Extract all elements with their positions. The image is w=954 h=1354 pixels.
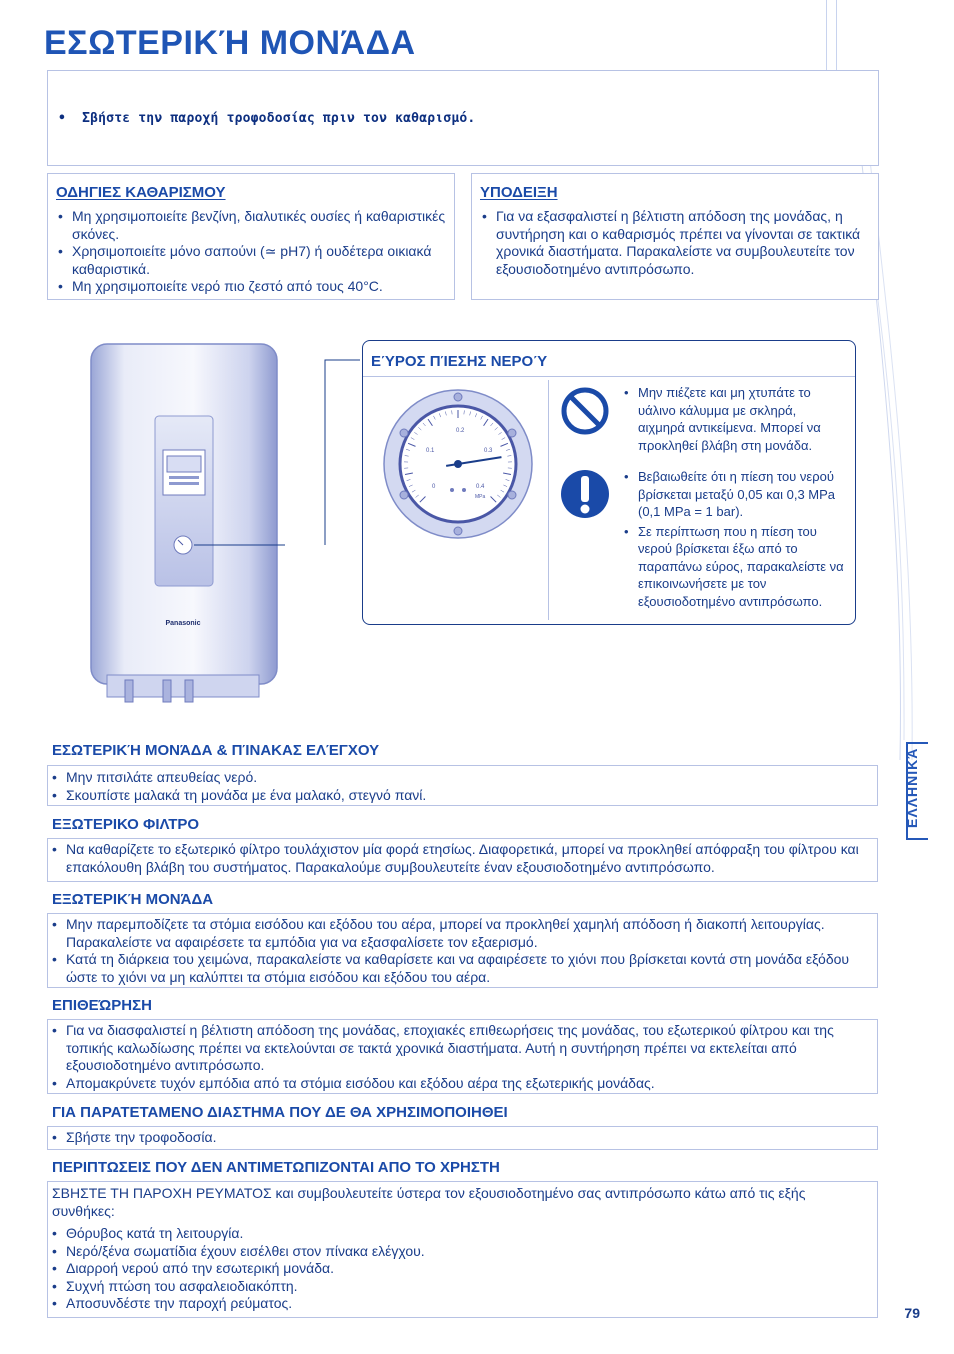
prohibited-icon (560, 386, 610, 436)
caution-list (624, 468, 846, 610)
gauge-label: 0.4 (476, 484, 485, 490)
intro-caps: ΣΒΗΣΤΕ ΤΗ ΠΑΡΟΧΗ ΡΕΥΜΑΤΟΣ (52, 1185, 272, 1201)
inspection-list (52, 1022, 874, 1092)
prohibited-list (624, 384, 846, 454)
brand-logo: Panasonic (165, 620, 201, 627)
list-item: • Αποσυνδέστε την παροχή ρεύματος. (52, 1295, 872, 1313)
outdoor-unit-list (52, 916, 872, 986)
long-period-list (52, 1129, 872, 1147)
divider (548, 380, 549, 620)
non-serviceable-heading: ΠΕΡΙΠΤΩΣΕΙΣ ΠΟΥ ΔΕΝ ΑΝΤΙΜΕΤΩΠΙΖΟΝΤΑΙ ΑΠΟ ΤΟ ΧΡΗΣΤΗ (52, 1159, 500, 1176)
gauge-label: 0.2 (456, 428, 465, 434)
list-item: • Να καθαρίζετε το εξωτερικό φίλτρο τουλάχιστον μία φορά ετησίως. Διαφορετικά, μπορεί να προκληθεί απόφραξη του φίλτρου και επακόλουθη βλάβη του συστήματος. Παρακαλούμε συμβουλευτείτε έναν εξουσιοδοτημένο αντιπρόσωπο. (52, 841, 872, 876)
page-title: ΕΣΩΤΕΡΙΚΉ ΜΟΝΆΔΑ (44, 24, 416, 62)
gauge-hub (454, 460, 462, 468)
inspection-heading: ΕΠΙΘΕΏΡΗΣΗ (52, 997, 152, 1014)
non-serviceable-intro (52, 1185, 872, 1220)
gauge-label: 0 (432, 484, 436, 490)
gauge-unit: MPa (475, 494, 486, 500)
language-tab-label: ΕΛΛΗΝΙΚΆ (904, 747, 920, 828)
list-item: • Απομακρύνετε τυχόν εμπόδια από τα στόμια εισόδου και εξόδου αέρα της εξωτερικής μονάδας. (52, 1075, 874, 1093)
page-number: 79 (904, 1305, 920, 1321)
long-period-heading: ΓΙΑ ΠΑΡΑΤΕΤΑΜΕΝΟ ΔΙΑΣΤΗΜΑ ΠΟΥ ΔΕ ΘΑ ΧΡΗΣΙΜΟΠΟΙΗΘΕΙ (52, 1104, 508, 1121)
intro-rest: και συμβουλευτείτε ύστερα τον εξουσιοδοτημένο σας αντιπρόσωπο κάτω από τις εξής συνθήκες: (52, 1185, 806, 1219)
list-item: • Κατά τη διάρκεια του χειμώνα, παρακαλείστε να καθαρίσετε και να αφαιρέσετε το χιόνι που βρίσκεται κοντά στη μονάδα εξόδου ώστε το χιόνι να μη καλύπτει τα στόμια εισόδου και εξόδου του αέρα. (52, 951, 872, 986)
warning-label: Σβήστε την παροχή τροφοδοσίας πριν τον καθαρισμό. (82, 111, 476, 126)
list-item: • Σε περίπτωση που η πίεση του νερού βρίσκεται έξω από το παραπάνω εύρος, παρακαλείστε να επικοινωνήσετε με τον εξουσιοδοτημένο αντιπρόσωπο. (624, 523, 846, 611)
list-item: • Συχνή πτώση του ασφαλειοδιακόπτη. (52, 1278, 872, 1296)
non-serviceable-list (52, 1225, 872, 1313)
list-item: • Βεβαιωθείτε ότι η πίεση του νερού βρίσκεται μεταξύ 0,05 και 0,3 MPa (0,1 MPa = 1 bar). (624, 468, 846, 521)
list-item: • Μην πιτσιλάτε απευθείας νερό. (52, 769, 872, 787)
list-item: • Θόρυβος κατά τη λειτουργία. (52, 1225, 872, 1243)
list-item: • Μη χρησιμοποιείτε βενζίνη, διαλυτικές ουσίες ή καθαριστικές σκόνες. (58, 208, 448, 243)
list-item: • Μη χρησιμοποιείτε νερό πιο ζεστό από τους 40°C. (58, 278, 448, 296)
bullet: • (58, 111, 83, 126)
divider (363, 376, 855, 377)
hint-heading: ΥΠΟΔΕΙΞΗ (480, 184, 558, 201)
indoor-panel-heading: ΕΣΩΤΕΡΙΚΉ ΜΟΝΆΔΑ & ΠΊΝΑΚΑΣ ΕΛΈΓΧΟΥ (52, 742, 380, 759)
list-item: • Νερό/ξένα σωματίδια έχουν εισέλθει στον πίνακα ελέγχου. (52, 1243, 872, 1261)
outdoor-unit-heading: ΕΞΩΤΕΡΙΚΉ ΜΟΝΆΔΑ (52, 891, 214, 908)
list-item: • Χρησιμοποιείτε μόνο σαπούνι (≃ pH7) ή ουδέτερα οικιακά καθαριστικά. (58, 243, 448, 278)
external-filter-list (52, 841, 872, 876)
indoor-panel-list (52, 769, 872, 804)
list-item: • Σκουπίστε μαλακά τη μονάδα με ένα μαλακό, στεγνό πανί. (52, 787, 872, 805)
external-filter-heading: ΕΞΩΤΕΡΙΚΟ ΦΙΛΤΡΟ (52, 816, 200, 833)
list-item: • Σβήστε την τροφοδοσία. (52, 1129, 872, 1147)
pressure-gauge (382, 388, 534, 540)
list-item: • Μην πιέζετε και μη χτυπάτε το υάλινο κάλυμμα με σκληρά, αιχμηρά αντικείμενα. Μπορεί να προκληθεί βλάβη στη μονάδα. (624, 384, 846, 454)
list-item: • Για να εξασφαλιστεί η βέλτιστη απόδοση της μονάδας, η συντήρηση και ο καθαρισμός πρέπει να γίνονται σε τακτικά χρονικά διαστήματα. Παρακαλείστε να συμβουλευτείτε τον εξουσιοδοτημένο αντιπρόσωπο. (482, 208, 872, 278)
list-item: • Για να διασφαλιστεί η βέλτιστη απόδοση της μονάδας, εποχιακές επιθεωρήσεις της μονάδας, του εξωτερικού φίλτρου και της τοπικής καλωδίωσης πρέπει να εκτελούνται σε τακτά χρονικά διαστήματα. Αυτή η συντήρηση πρέπει να εκτελείται από εξουσιοδοτημένο αντιπρόσωπο. (52, 1022, 874, 1075)
gauge-label: 0.3 (484, 448, 493, 454)
list-item: • Διαρροή νερού από την εσωτερική μονάδα. (52, 1260, 872, 1278)
gauge-label: 0.1 (426, 448, 435, 454)
caution-icon (560, 468, 610, 520)
water-pressure-heading: ΕΎΡΟΣ ΠΊΕΣΗΣ ΝΕΡΟΎ (371, 353, 548, 370)
cleaning-instructions-heading: ΟΔΗΓΙΕΣ ΚΑΘΑΡΙΣΜΟΥ (56, 184, 226, 201)
list-item: • Μην παρεμποδίζετε τα στόμια εισόδου και εξόδου του αέρα, μπορεί να προκληθεί χαμηλή απόδοση ή διακοπή λειτουργίας. Παρακαλείστε να αφαιρέσετε τα εμπόδια για να εξασφαλίσετε τον εξαερισμό. (52, 916, 872, 951)
